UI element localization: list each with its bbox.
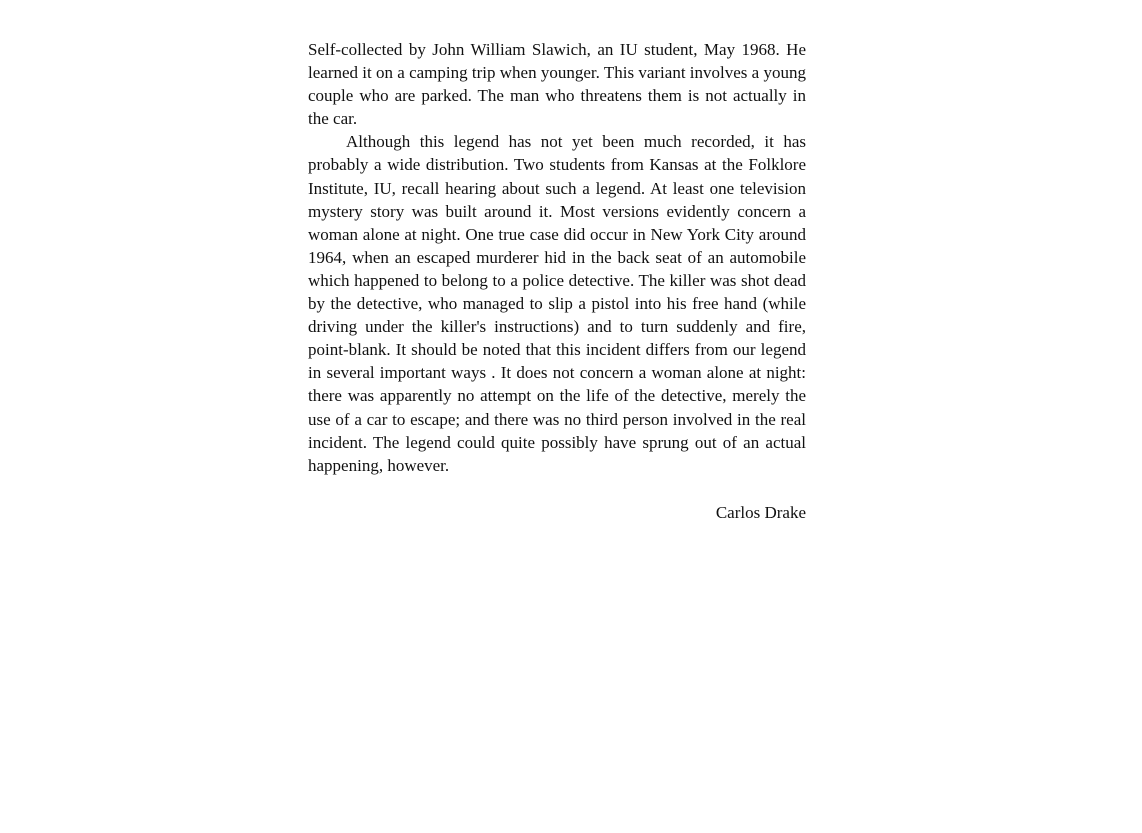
paragraph-collection-note: Self-collected by John William Slawich, an IU student, May 1968. He learned it on a camping trip when younger. This variant involves a young couple who are parked. The man who threatens them is not actually in the car. [308, 40, 806, 129]
author-signature: Carlos Drake [715, 502, 806, 522]
document-page [308, 38, 806, 524]
paragraph-commentary: Although this legend has not yet been much recorded, it has probably a wide distribution. Two students from Kansas at the Folklore Institute, IU, recall hearing about such a legend. At least one television mystery story was built around it. Most versions evidently concern a woman alone at night. One true case did occur in New York City around 1964, when an escaped murderer hid in the back seat of an automobile which happened to belong to a police detective. The killer was shot dead by the detective, who managed to slip a pistol into his free hand (while driving under the killer's instructions) and to turn suddenly and fire, point-blank. It should be noted that this incident differs from our legend in several important ways . It does not concern a woman alone at night: there was apparently no attempt on the life of the detective, merely the use of a car to escape; and there was no third person involved in the real incident. The legend could quite possibly have sprung out of an actual happening, however. [308, 132, 806, 475]
